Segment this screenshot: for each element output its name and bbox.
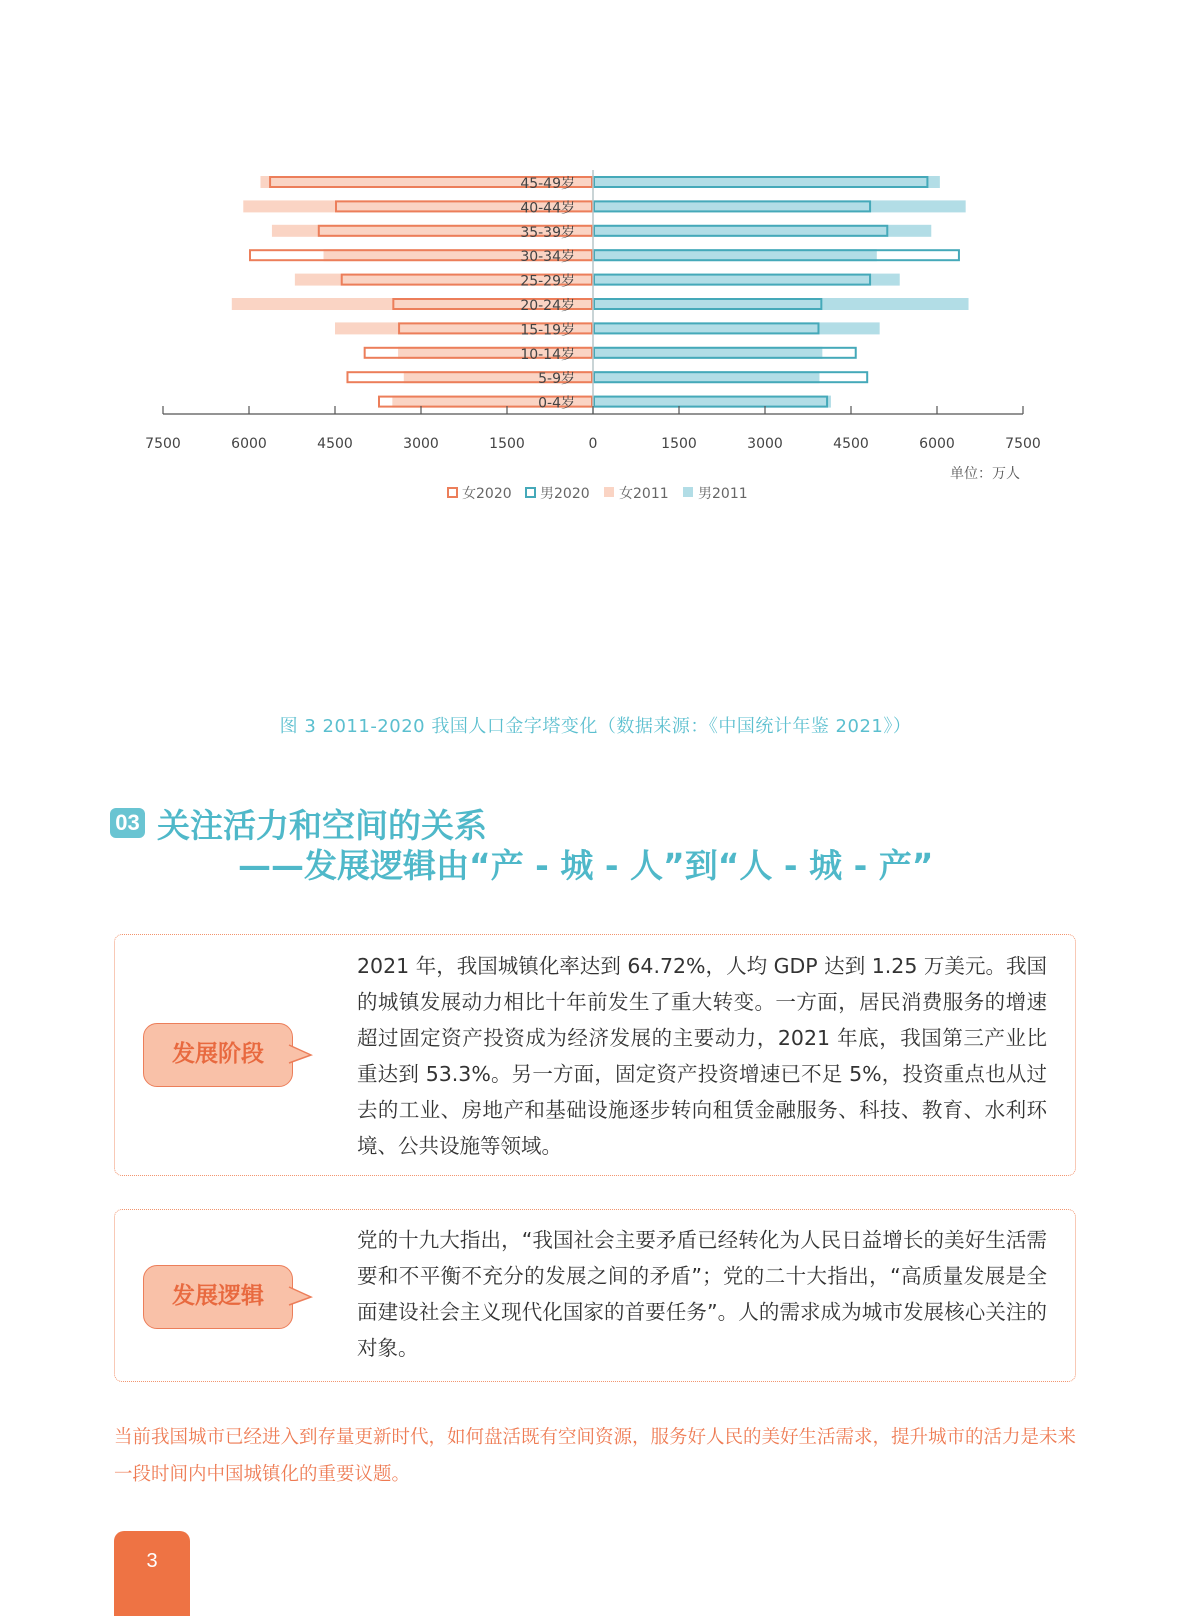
section-number-badge: 03 — [110, 808, 145, 838]
age-label: 0-4岁 — [538, 395, 575, 412]
x-tick-label: 0 — [588, 436, 598, 452]
legend-swatch-男2020 — [526, 488, 535, 497]
x-tick-label: 7500 — [1005, 436, 1041, 452]
page-number: 3 — [114, 1531, 190, 1616]
legend-label: 男2011 — [698, 486, 748, 502]
age-label: 40-44岁 — [520, 200, 575, 217]
age-label: 20-24岁 — [520, 298, 575, 314]
summary-note: 当前我国城市已经进入到存量更新时代，如何盘活既有空间资源，服务好人民的美好生活需求，提升城市的活力是未来一段时间内中国城镇化的重要议题。 — [114, 1427, 1077, 1485]
age-label: 30-34岁 — [520, 249, 575, 266]
section-title: 关注活力和空间的关系 — [157, 806, 487, 845]
speech-pointer-icon — [289, 1287, 313, 1309]
legend-label: 男2020 — [540, 486, 590, 502]
figure-caption: 图 3 2011-2020 我国人口金字塔变化（数据来源：《中国统计年鉴 2021》） — [279, 716, 912, 737]
card-development-stage — [114, 934, 1076, 1176]
population-pyramid-chart — [0, 0, 1191, 520]
legend — [448, 486, 748, 502]
age-label: 10-14岁 — [520, 346, 575, 363]
x-tick-label: 7500 — [145, 436, 181, 452]
legend-swatch-女2011 — [604, 487, 614, 497]
legend-swatch-男2011 — [683, 487, 693, 497]
card-body-text: 2021 年，我国城镇化率达到 64.72%，人均 GDP 达到 1.25 万美元。我国的城镇发展动力相比十年前发生了重大转变。一方面，居民消费服务的增速超过固定资产投资成为经济发展的主要动力，2021 年底，我国第三产业比重达到 53.3%。另一方面，固定资产投资增速已不足 5%，投资重点也从过去的工业、房地产和基础设施逐步转向租赁金融服务、科技、教育、水利环境、公共设施等领域。 — [357, 954, 1047, 1158]
tag-development-logic — [143, 1265, 293, 1329]
card-body-text: 党的十九大指出，“我国社会主要矛盾已经转化为人民日益增长的美好生活需要和不平衡不充分的发展之间的矛盾”；党的二十大指出，“高质量发展是全面建设社会主义现代化国家的首要任务”。人的需求成为城市发展核心关注的对象。 — [357, 1228, 1047, 1360]
bars-2020 — [250, 177, 959, 407]
x-tick-label: 3000 — [747, 436, 783, 452]
age-label: 25-29岁 — [520, 273, 575, 290]
tag-label: 发展逻辑 — [172, 1283, 264, 1309]
x-tick-label: 1500 — [661, 436, 697, 452]
card-development-logic — [114, 1209, 1076, 1382]
section-subtitle: ——发展逻辑由“产 - 城 - 人”到“人 - 城 - 产” — [238, 846, 934, 885]
x-tick-label: 6000 — [231, 436, 267, 452]
x-tick-label: 6000 — [919, 436, 955, 452]
legend-label: 女2020 — [462, 486, 512, 502]
speech-pointer-icon — [289, 1045, 313, 1067]
x-tick-label: 1500 — [489, 436, 525, 452]
age-label: 35-39岁 — [520, 224, 575, 241]
age-label: 15-19岁 — [520, 322, 575, 339]
age-label: 5-9岁 — [538, 371, 575, 388]
legend-label: 女2011 — [619, 486, 669, 502]
x-tick-label: 4500 — [317, 436, 353, 452]
unit-label: 单位：万人 — [950, 466, 1020, 482]
x-axis — [145, 406, 1041, 452]
x-tick-label: 4500 — [833, 436, 869, 452]
age-label: 45-49岁 — [520, 176, 575, 192]
tag-label: 发展阶段 — [172, 1041, 264, 1067]
x-tick-label: 3000 — [403, 436, 439, 452]
legend-swatch-女2020 — [448, 488, 457, 497]
tag-development-stage — [143, 1023, 293, 1087]
